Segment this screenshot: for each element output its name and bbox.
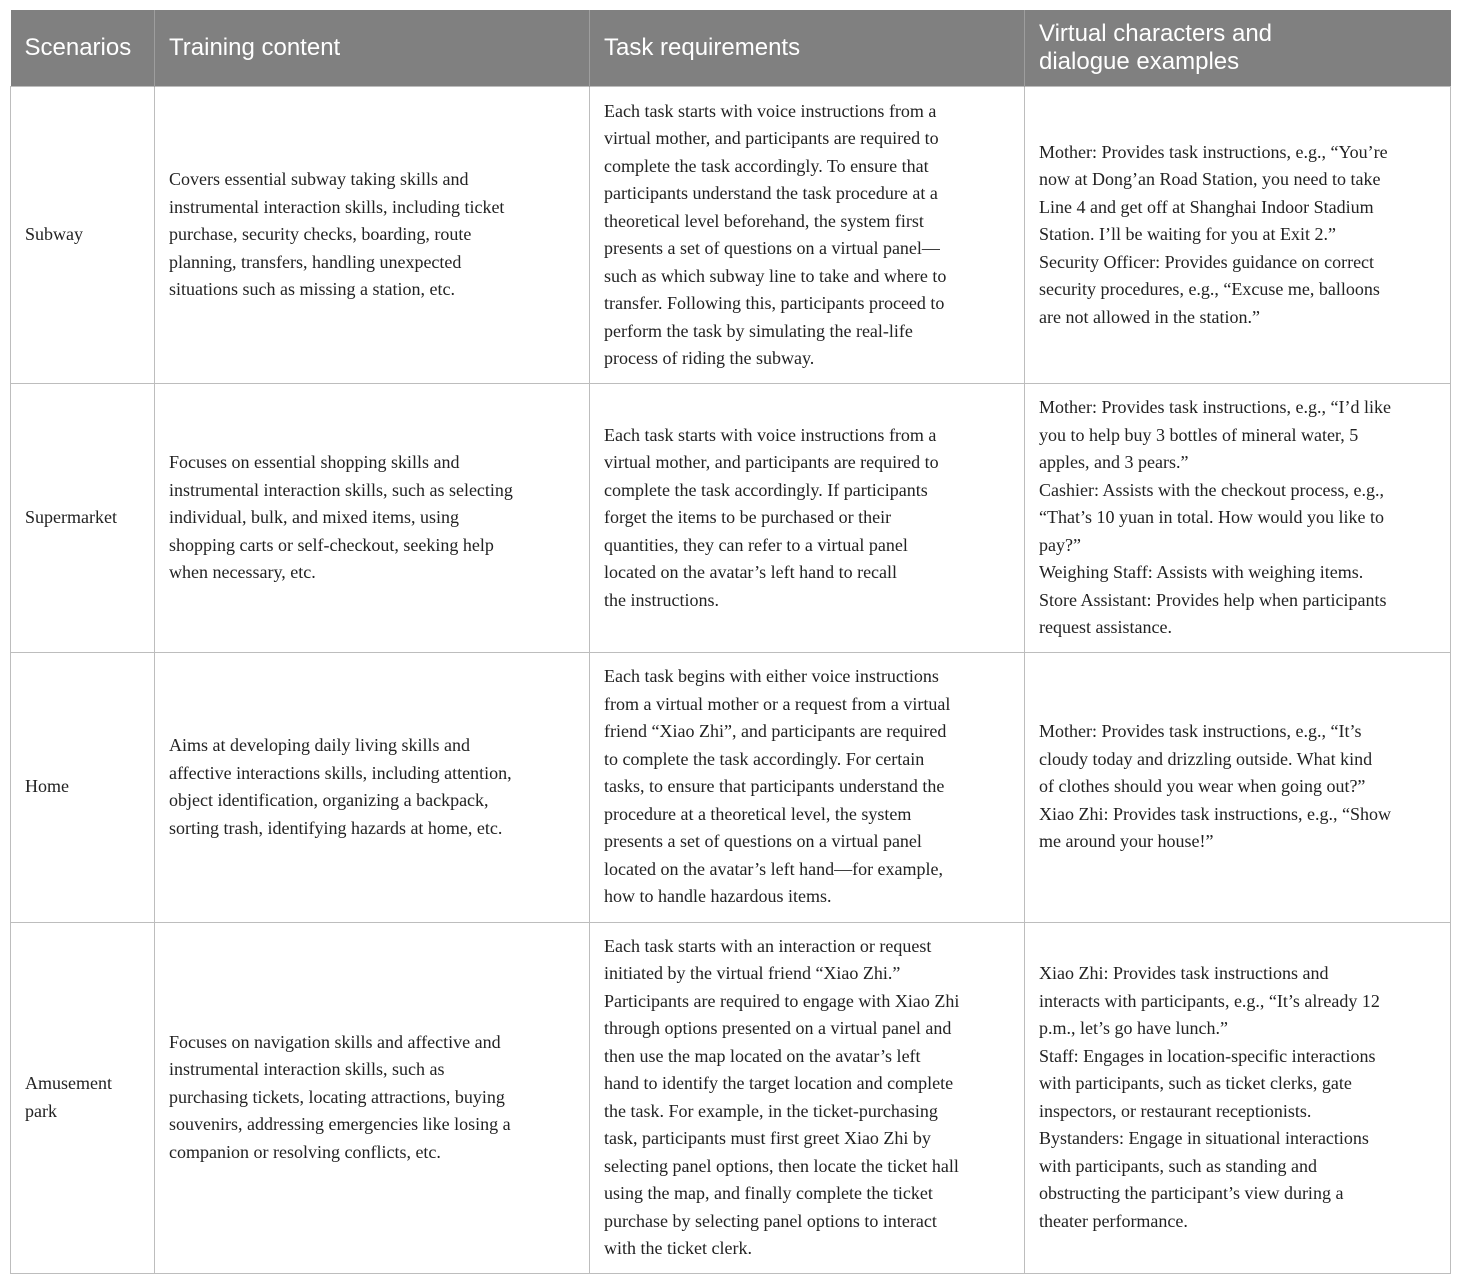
text-line: Station. I’ll be waiting for you at Exit 2.” — [1039, 224, 1336, 245]
text-line: Store Assistant: Provides help when participants — [1039, 589, 1387, 610]
text-line: Security Officer: Provides guidance on correct — [1039, 251, 1375, 272]
text-line: Aims at developing daily living skills and — [169, 735, 470, 755]
cell-scenario — [11, 652, 155, 922]
text-line: transfer. Following this, participants proceed to — [604, 293, 945, 313]
text-line: interacts with participants, e.g., “It’s already 12 — [1039, 990, 1380, 1011]
cell-training-content — [155, 384, 590, 653]
cell-virtual-characters — [1025, 922, 1451, 1273]
text-line: presents a set of questions on a virtual panel— — [604, 238, 940, 258]
text-line: you to help buy 3 bottles of mineral water, 5 — [1039, 424, 1359, 445]
text-line: instrumental interaction skills, including ticket — [169, 196, 505, 217]
text-line: “That’s 10 yuan in total. How would you like to — [1039, 507, 1384, 527]
text-line: friend “Xiao Zhi”, and participants are required — [604, 721, 947, 742]
scenarios-table — [10, 10, 1451, 1274]
text-line: located on the avatar’s left hand to recall — [604, 562, 898, 582]
text-line: selecting panel options, then locate the ticket hall — [604, 1155, 959, 1176]
cell-task-requirements — [590, 384, 1025, 653]
text-line: such as which subway line to take and where to — [604, 265, 947, 286]
text-line: companion or resolving conflicts, etc. — [169, 1141, 441, 1162]
text-line: procedure at a theoretical level, the system — [604, 803, 912, 824]
text-line: with participants, such as ticket clerks, gate — [1039, 1073, 1352, 1093]
table-row — [11, 922, 1451, 1273]
cell-training-content — [155, 652, 590, 922]
text-line: to complete the task accordingly. For certain — [604, 748, 925, 769]
text-line: Mother: Provides task instructions, e.g., “It’s — [1039, 721, 1362, 742]
text-line: me around your house!” — [1039, 831, 1214, 852]
text-line: then use the map located on the avatar’s left — [604, 1045, 921, 1066]
text-line: of clothes should you wear when going out?” — [1039, 776, 1366, 797]
text-line: are not allowed in the station.” — [1039, 306, 1260, 327]
text-line: Task requirements — [604, 34, 801, 61]
table-body — [11, 87, 1451, 1274]
text-line: park — [25, 1100, 57, 1121]
text-line: Amusement — [25, 1073, 112, 1093]
text-line: Xiao Zhi: Provides task instructions, e.g., “Show — [1039, 803, 1391, 824]
text-line: Each task starts with voice instructions from a — [604, 424, 937, 445]
text-line: Participants are required to engage with Xiao Zhi — [604, 990, 960, 1011]
text-line: located on the avatar’s left hand—for example, — [604, 858, 944, 879]
text-line: Mother: Provides task instructions, e.g., “You’re — [1039, 141, 1388, 162]
text-line: apples, and 3 pears.” — [1039, 452, 1189, 472]
text-line: Each task starts with an interaction or request — [604, 935, 932, 956]
cell-virtual-characters — [1025, 384, 1451, 653]
cell-task-requirements — [590, 922, 1025, 1273]
text-line: situations such as missing a station, etc. — [169, 279, 455, 300]
document-page — [10, 10, 1450, 1274]
text-line: souvenirs, addressing emergencies like losing a — [169, 1114, 511, 1135]
text-line: pay?” — [1039, 534, 1081, 555]
text-line: Cashier: Assists with the checkout process, e.g., — [1039, 479, 1384, 500]
text-line: quantities, they can refer to a virtual panel — [604, 534, 908, 555]
header-virtual-characters — [1025, 10, 1451, 87]
text-line: virtual mother, and participants are required to — [604, 128, 939, 148]
text-line: request assistance. — [1039, 617, 1172, 637]
text-line: Home — [25, 776, 69, 797]
cell-task-requirements — [590, 652, 1025, 922]
header-row — [11, 10, 1451, 87]
text-line: purchase, security checks, boarding, route — [169, 224, 472, 245]
header-training-content: Training content — [155, 10, 590, 87]
text-line: now at Dong’an Road Station, you need to take — [1039, 169, 1381, 190]
cell-training-content — [155, 87, 590, 384]
text-line: the instructions. — [604, 589, 719, 610]
text-line: complete the task accordingly. If participants — [604, 479, 928, 500]
text-line: shopping carts or self-checkout, seeking help — [169, 534, 494, 555]
text-line: through options presented on a virtual panel and — [604, 1018, 952, 1038]
text-line: virtual mother, and participants are required to — [604, 452, 939, 472]
cell-training-content — [155, 922, 590, 1273]
text-line: Focuses on navigation skills and affective and — [169, 1031, 501, 1052]
text-line: purchase by selecting panel options to interact — [604, 1210, 937, 1231]
text-line: forget the items to be purchased or their — [604, 507, 892, 527]
cell-virtual-characters — [1025, 652, 1451, 922]
text-line: Supermarket — [25, 507, 117, 527]
cell-virtual-characters — [1025, 87, 1451, 384]
text-line: Bystanders: Engage in situational interactions — [1039, 1128, 1369, 1148]
text-line: complete the task accordingly. To ensure that — [604, 155, 929, 176]
cell-scenario — [11, 87, 155, 384]
text-line: with the ticket clerk. — [604, 1238, 752, 1258]
text-line: when necessary, etc. — [169, 562, 316, 582]
table-row — [11, 384, 1451, 653]
text-line: Line 4 and get off at Shanghai Indoor Stadium — [1039, 196, 1374, 217]
text-line: Virtual characters and — [1039, 20, 1273, 47]
header-task-requirements — [590, 10, 1025, 87]
table-header — [11, 10, 1451, 87]
text-line: planning, transfers, handling unexpected — [169, 251, 462, 272]
text-line: tasks, to ensure that participants understand the — [604, 776, 945, 797]
text-line: Xiao Zhi: Provides task instructions and — [1039, 963, 1329, 983]
text-line: Each task begins with either voice instructions — [604, 666, 939, 687]
table-row — [11, 87, 1451, 384]
text-line: Mother: Provides task instructions, e.g., “I’d like — [1039, 397, 1391, 417]
text-line: instrumental interaction skills, such as selecting — [169, 479, 513, 500]
text-line: Staff: Engages in location-specific interactions — [1039, 1045, 1376, 1066]
text-line: with participants, such as standing and — [1039, 1155, 1317, 1176]
text-line: obstructing the participant’s view during a — [1039, 1183, 1344, 1203]
text-line: security procedures, e.g., “Excuse me, balloons — [1039, 279, 1380, 300]
text-line: affective interactions skills, including attention, — [169, 762, 512, 783]
text-line: individual, bulk, and mixed items, using — [169, 507, 459, 527]
text-line: from a virtual mother or a request from a virtual — [604, 693, 951, 714]
cell-scenario — [11, 922, 155, 1273]
text-line: object identification, organizing a backpack, — [169, 790, 489, 810]
text-line: Weighing Staff: Assists with weighing items. — [1039, 562, 1364, 582]
text-line: Covers essential subway taking skills and — [169, 169, 469, 190]
text-line: using the map, and finally complete the ticket — [604, 1183, 933, 1203]
text-line: perform the task by simulating the real-life — [604, 320, 913, 341]
text-line: sorting trash, identifying hazards at home, etc. — [169, 817, 503, 838]
text-line: process of riding the subway. — [604, 348, 815, 368]
text-line: initiated by the virtual friend “Xiao Zhi.” — [604, 963, 901, 983]
text-line: instrumental interaction skills, such as — [169, 1059, 445, 1080]
text-line: dialogue examples — [1039, 48, 1240, 75]
header-scenarios: Scenarios — [11, 10, 155, 87]
cell-scenario — [11, 384, 155, 653]
text-line: p.m., let’s go have lunch.” — [1039, 1018, 1228, 1038]
text-line: the task. For example, in the ticket-purchasing — [604, 1100, 938, 1121]
text-line: purchasing tickets, locating attractions, buying — [169, 1086, 505, 1107]
text-line: inspectors, or restaurant receptionists. — [1039, 1100, 1312, 1121]
text-line: theoretical level beforehand, the system first — [604, 210, 924, 231]
text-line: hand to identify the target location and complete — [604, 1073, 954, 1093]
text-line: Focuses on essential shopping skills and — [169, 452, 460, 472]
text-line: Subway — [25, 224, 83, 245]
text-line: participants understand the task procedure at a — [604, 183, 938, 203]
text-line: presents a set of questions on a virtual panel — [604, 831, 922, 852]
text-line: Each task starts with voice instructions from a — [604, 100, 937, 121]
table-row — [11, 652, 1451, 922]
text-line: cloudy today and drizzling outside. What kind — [1039, 748, 1373, 769]
text-line: theater performance. — [1039, 1210, 1188, 1231]
text-line: task, participants must first greet Xiao Zhi by — [604, 1128, 931, 1148]
text-line: how to handle hazardous items. — [604, 886, 832, 907]
cell-task-requirements — [590, 87, 1025, 384]
